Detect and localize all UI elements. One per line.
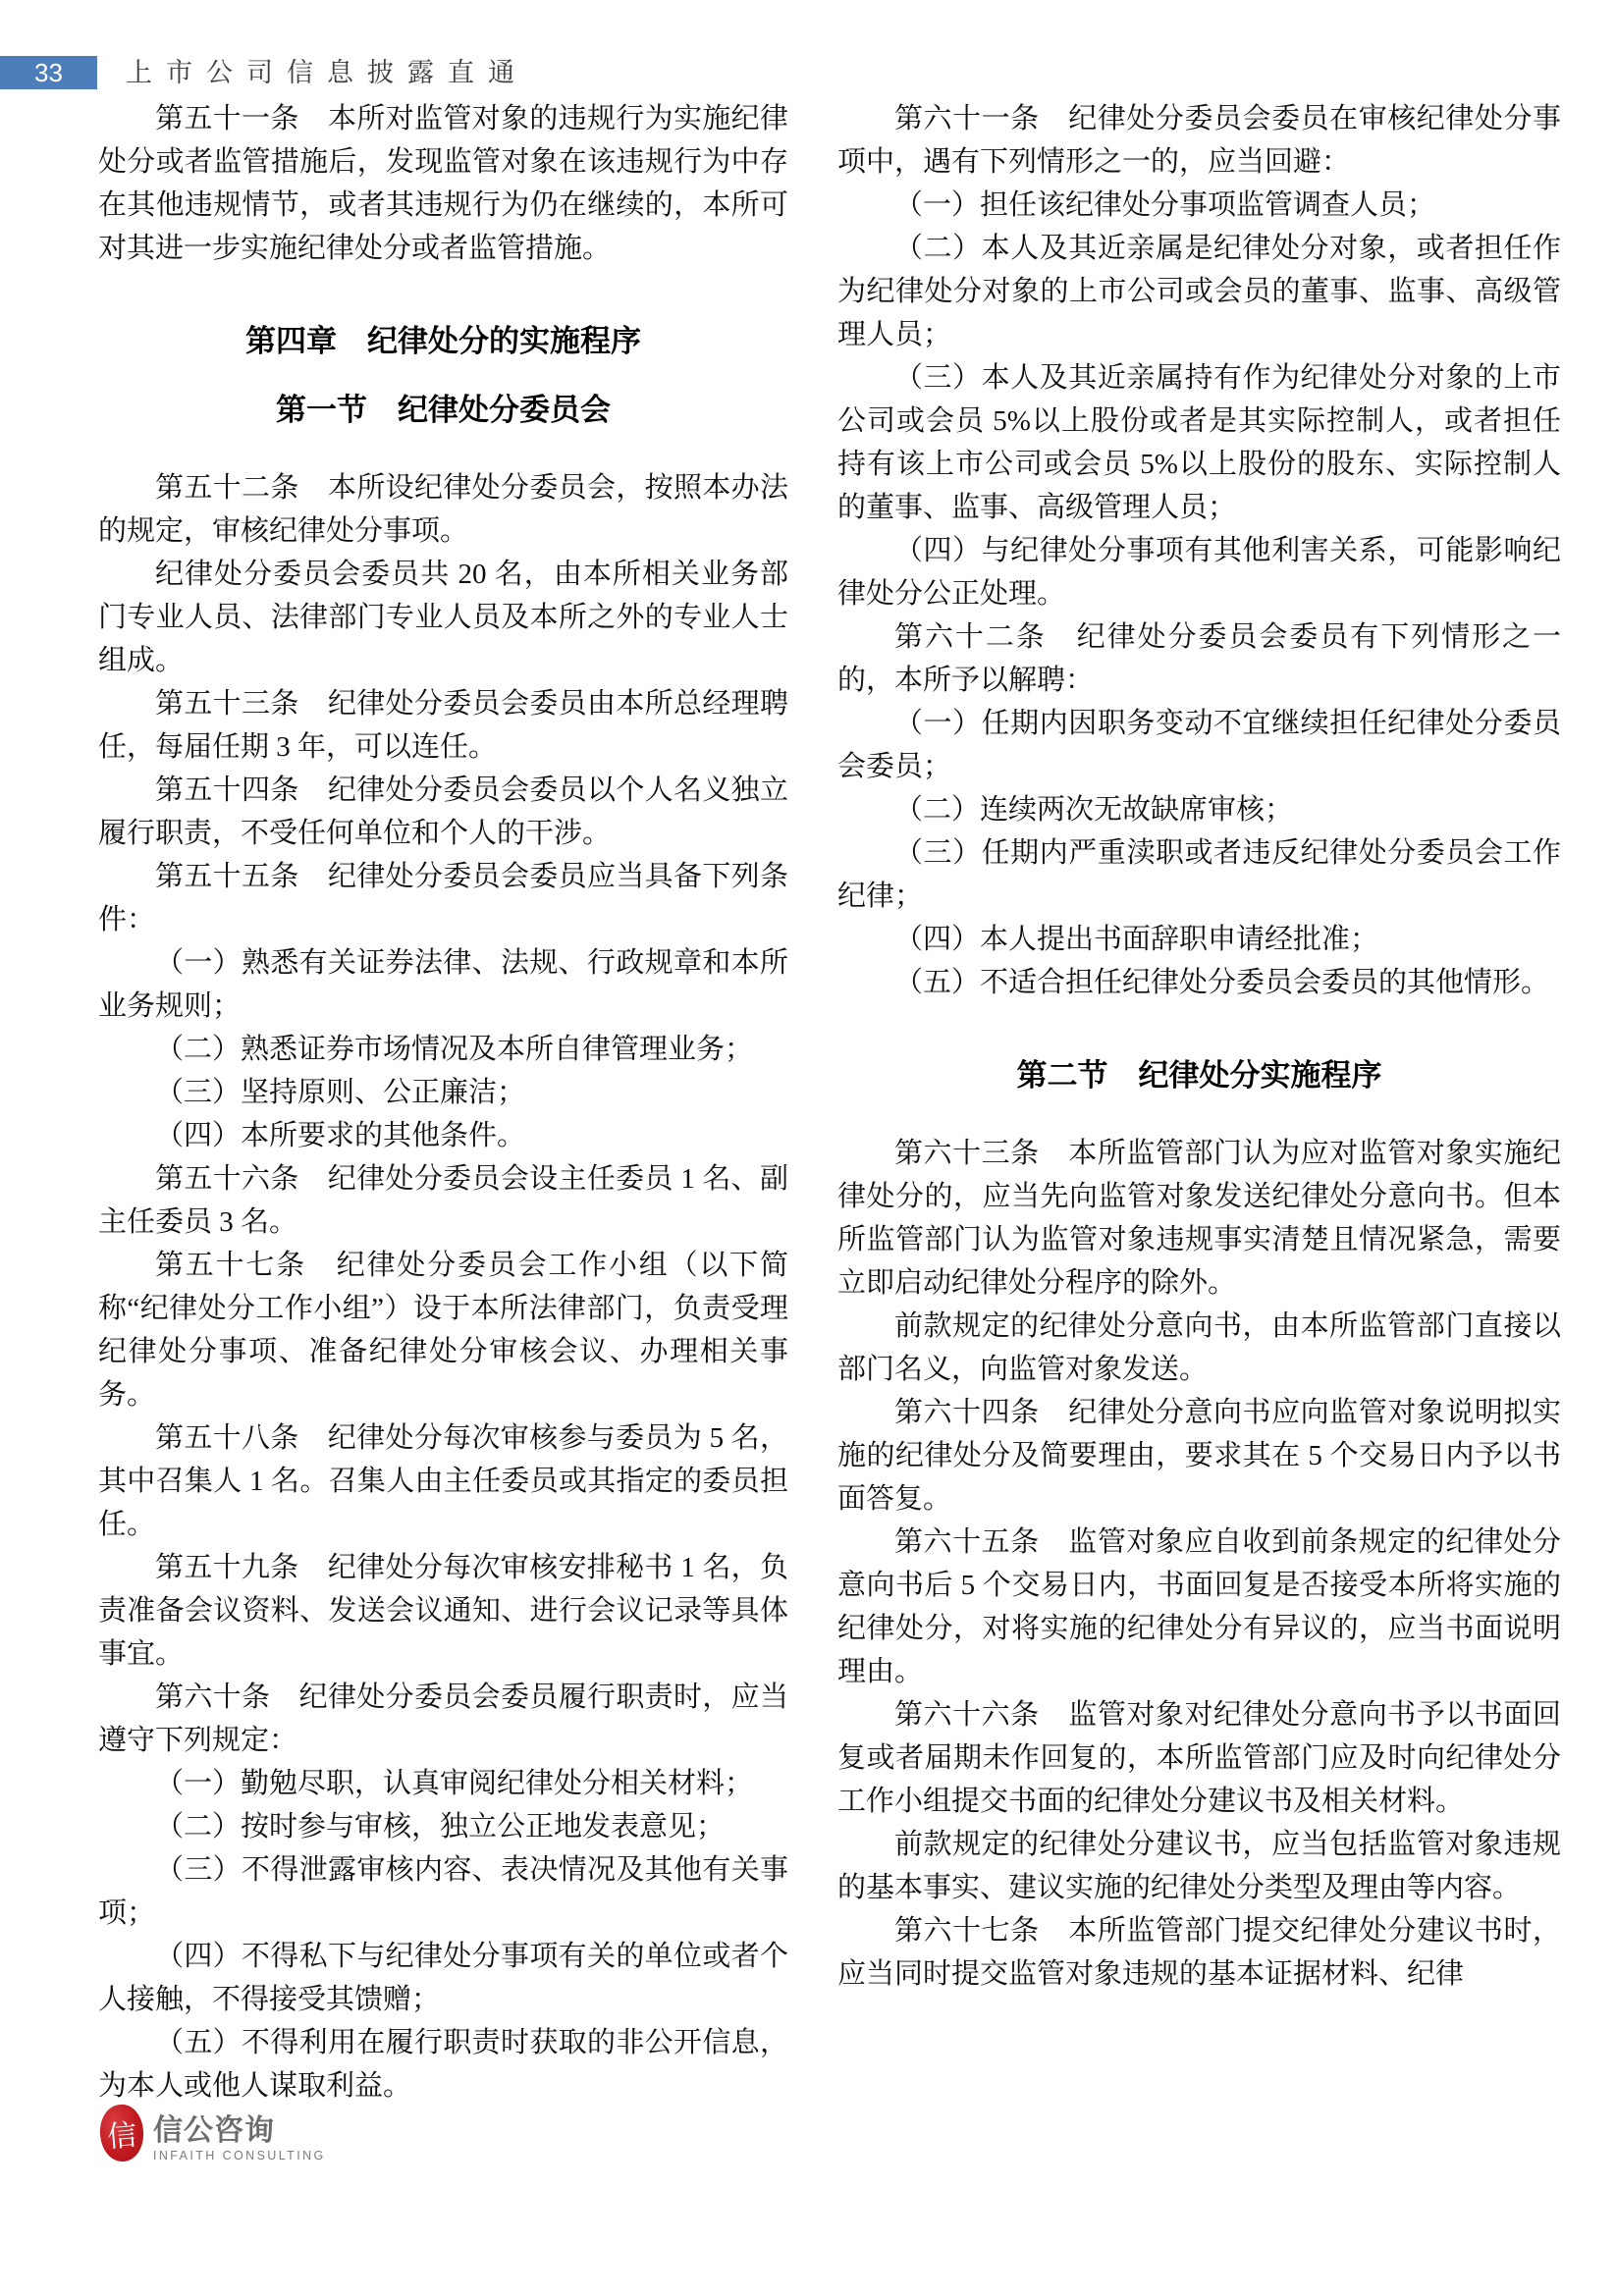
paragraph: （四）本所要求的其他条件。 bbox=[155, 1120, 526, 1151]
paragraph: （四）本人提出书面辞职申请经批准； bbox=[894, 924, 1379, 955]
right-column bbox=[837, 97, 1561, 1996]
paragraph: 第五十五条 纪律处分委员会委员应当具备下列条件： bbox=[98, 861, 788, 935]
paragraph: 纪律处分委员会委员共 20 名，由本所相关业务部门专业人员、法律部门专业人员及本所之外的专业人士组成。 bbox=[98, 559, 788, 676]
paragraph: （三）不得泄露审核内容、表决情况及其他有关事项； bbox=[98, 1854, 788, 1929]
page-title: 上市公司信息披露直通 bbox=[126, 58, 528, 87]
paragraph: （一）勤勉尽职，认真审阅纪律处分相关材料； bbox=[155, 1768, 754, 1799]
paragraph: （二）连续两次无故缺席审核； bbox=[894, 794, 1294, 826]
infaith-seal-icon bbox=[98, 2103, 146, 2163]
paragraph: 前款规定的纪律处分建议书，应当包括监管对象违规的基本事实、建议实施的纪律处分类型及理由等内容。 bbox=[837, 1829, 1561, 1903]
chapter-heading: 第四章 纪律处分的实施程序 bbox=[245, 324, 641, 358]
logo-zh-label: 信公咨询 bbox=[153, 2114, 275, 2147]
paragraph: （一）任期内因职务变动不宜继续担任纪律处分委员会委员； bbox=[837, 708, 1561, 782]
paragraph: （三）本人及其近亲属持有作为纪律处分对象的上市公司或会员 5%以上股份或者是其实际控制人，或者担任持有该上市公司或会员 5%以上股份的股东、实际控制人的董事、监事、高级管理人员； bbox=[837, 362, 1561, 523]
paragraph: 第五十八条 纪律处分每次审核参与委员为 5 名，其中召集人 1 名。召集人由主任委员或其指定的委员担任。 bbox=[98, 1422, 788, 1540]
logo-text bbox=[153, 2105, 326, 2163]
paragraph: （五）不适合担任纪律处分委员会委员的其他情形。 bbox=[894, 967, 1550, 998]
paragraph: （二）按时参与审核，独立公正地发表意见； bbox=[155, 1811, 726, 1842]
paragraph: 第六十条 纪律处分委员会委员履行职责时，应当遵守下列规定： bbox=[98, 1682, 788, 1756]
footer-logo bbox=[100, 2105, 326, 2163]
left-column bbox=[98, 97, 788, 2108]
paragraph: 第六十七条 本所监管部门提交纪律处分建议书时，应当同时提交监管对象违规的基本证据材料、纪律 bbox=[837, 1915, 1561, 1990]
paragraph: 第五十四条 纪律处分委员会委员以个人名义独立履行职责，不受任何单位和个人的干涉。 bbox=[98, 774, 788, 849]
paragraph: （四）与纪律处分事项有其他利害关系，可能影响纪律处分公正处理。 bbox=[837, 535, 1561, 610]
paragraph: 第五十九条 纪律处分每次审核安排秘书 1 名，负责准备会议资料、发送会议通知、进行会议记录等具体事宜。 bbox=[98, 1552, 788, 1670]
logo-en-label: INFAITH CONSULTING bbox=[153, 2149, 326, 2163]
paragraph: （一）熟悉有关证券法律、法规、行政规章和本所业务规则； bbox=[98, 947, 788, 1022]
paragraph: 第五十一条 本所对监管对象的违规行为实施纪律处分或者监管措施后，发现监管对象在该违规行为中存在其他违规情节，或者其违规行为仍在继续的，本所可对其进一步实施纪律处分或者监管措施。 bbox=[98, 103, 788, 264]
paragraph: 第六十二条 纪律处分委员会委员有下列情形之一的，本所予以解聘： bbox=[837, 621, 1561, 696]
paragraph: 第六十六条 监管对象对纪律处分意向书予以书面回复或者届期未作回复的，本所监管部门应及时向纪律处分工作小组提交书面的纪律处分建议书及相关材料。 bbox=[837, 1699, 1561, 1817]
paragraph: 第五十七条 纪律处分委员会工作小组（以下简称“纪律处分工作小组”）设于本所法律部门，负责受理纪律处分事项、准备纪律处分审核会议、办理相关事务。 bbox=[98, 1250, 788, 1411]
paragraph: 第六十五条 监管对象应自收到前条规定的纪律处分意向书后 5 个交易日内，书面回复是否接受本所将实施的纪律处分，对将实施的纪律处分有异议的，应当书面说明理由。 bbox=[837, 1526, 1561, 1687]
paragraph: 前款规定的纪律处分意向书，由本所监管部门直接以部门名义，向监管对象发送。 bbox=[837, 1310, 1561, 1385]
paragraph: （二）熟悉证券市场情况及本所自律管理业务； bbox=[155, 1034, 754, 1065]
seal-character: 信 bbox=[105, 2118, 138, 2155]
page-number-badge: 33 bbox=[0, 56, 97, 89]
paragraph: 第五十六条 纪律处分委员会设主任委员 1 名、副主任委员 3 名。 bbox=[98, 1163, 788, 1238]
paragraph: 第六十一条 纪律处分委员会委员在审核纪律处分事项中，遇有下列情形之一的，应当回避： bbox=[837, 103, 1561, 178]
paragraph: 第六十三条 本所监管部门认为应对监管对象实施纪律处分的，应当先向监管对象发送纪律处分意向书。但本所监管部门认为监管对象违规事实清楚且情况紧急，需要立即启动纪律处分程序的除外。 bbox=[837, 1138, 1561, 1299]
paragraph: （一）担任该纪律处分事项监管调查人员； bbox=[894, 189, 1436, 221]
section-heading: 第一节 纪律处分委员会 bbox=[276, 393, 611, 427]
paragraph: 第五十三条 纪律处分委员会委员由本所总经理聘任，每届任期 3 年，可以连任。 bbox=[98, 688, 788, 763]
document-body bbox=[98, 97, 1561, 2108]
section-heading: 第二节 纪律处分实施程序 bbox=[1016, 1058, 1382, 1093]
paragraph: 第六十四条 纪律处分意向书应向监管对象说明拟实施的纪律处分及简要理由，要求其在 5 个交易日内予以书面答复。 bbox=[837, 1397, 1561, 1515]
paragraph: 第五十二条 本所设纪律处分委员会，按照本办法的规定，审核纪律处分事项。 bbox=[98, 472, 788, 547]
paragraph: （三）坚持原则、公正廉洁； bbox=[155, 1077, 526, 1108]
paragraph: （五）不得利用在履行职责时获取的非公开信息，为本人或他人谋取利益。 bbox=[98, 2027, 788, 2102]
paragraph: （二）本人及其近亲属是纪律处分对象，或者担任作为纪律处分对象的上市公司或会员的董事、监事、高级管理人员； bbox=[837, 233, 1561, 350]
paragraph: （四）不得私下与纪律处分事项有关的单位或者个人接触，不得接受其馈赠； bbox=[98, 1941, 788, 2015]
paragraph: （三）任期内严重渎职或者违反纪律处分委员会工作纪律； bbox=[837, 837, 1561, 912]
